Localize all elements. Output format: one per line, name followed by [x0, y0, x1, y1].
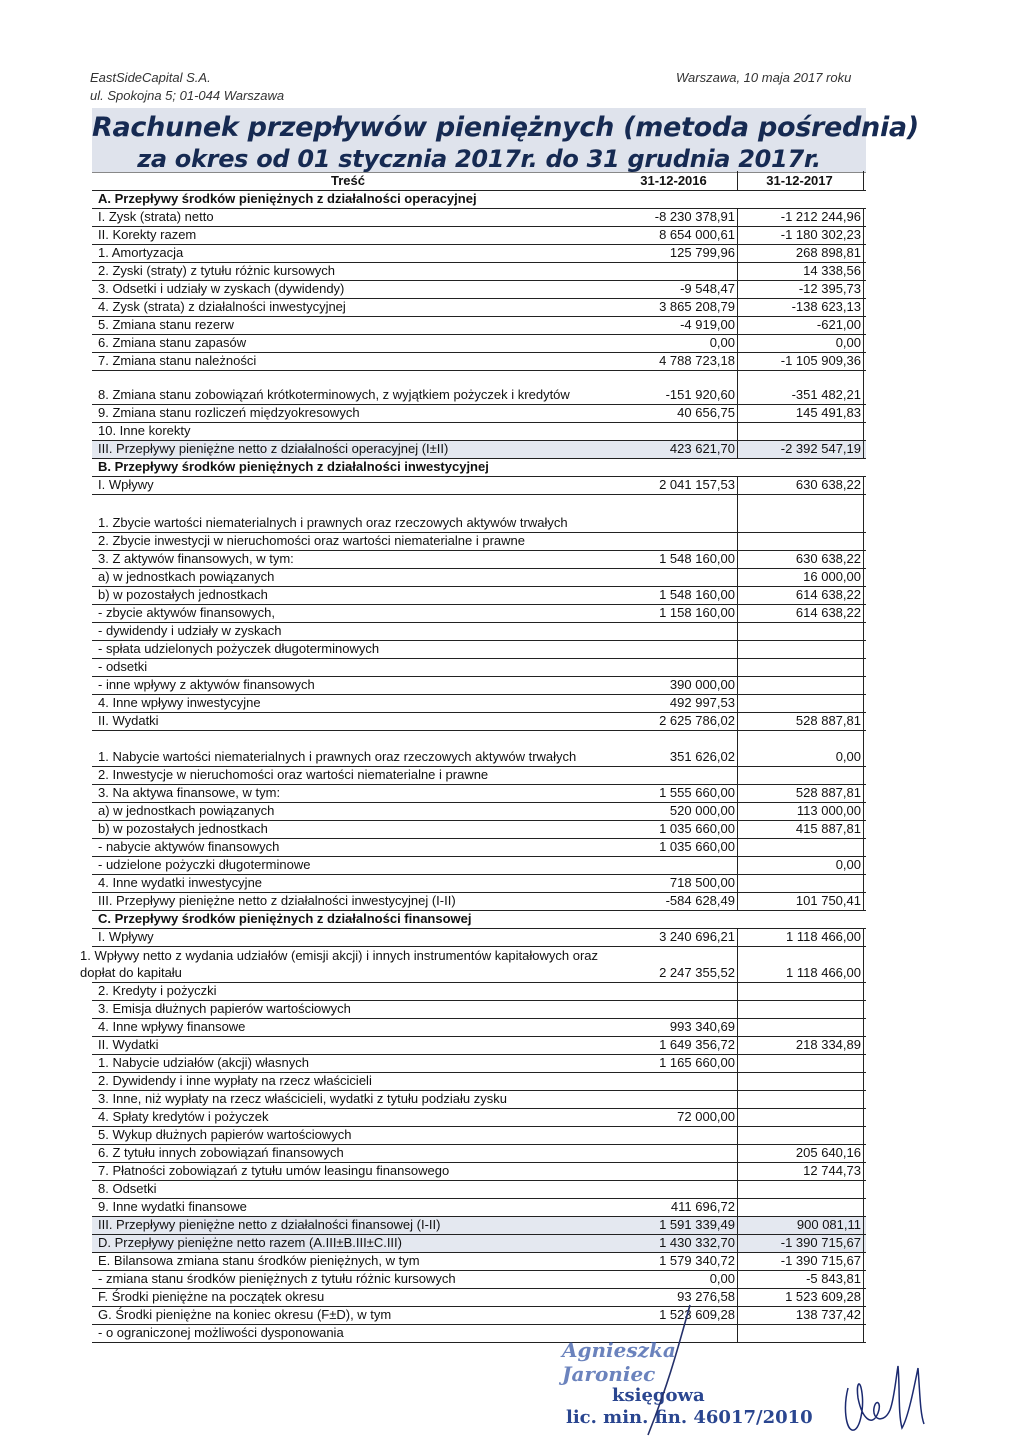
row-label: 9. Inne wydatki finansowe — [98, 1199, 247, 1214]
value-2016 — [612, 263, 738, 280]
row-label: 6. Zmiana stanu zapasów — [98, 335, 247, 350]
table-row — [92, 893, 866, 911]
value-2017 — [738, 459, 864, 476]
value-2016 — [612, 1163, 738, 1180]
value-2017 — [738, 191, 864, 208]
value-2016 — [612, 659, 738, 676]
row-label: - odsetki — [98, 659, 148, 674]
document-title: Rachunek przepływów pieniężnych (metoda pośrednia) — [92, 112, 919, 143]
value-2017: -1 105 909,36 — [738, 353, 864, 370]
value-2017: 630 638,22 — [738, 551, 864, 568]
table-row — [92, 459, 866, 477]
row-label: III. Przepływy pieniężne netto z działalności operacyjnej (I±II) — [98, 441, 449, 456]
table-row — [92, 695, 866, 713]
company-address: ul. Spokojna 5; 01-044 Warszawa — [90, 88, 285, 103]
value-2017: -1 180 302,23 — [738, 227, 864, 244]
row-label: 6. Z tytułu innych zobowiązań finansowych — [98, 1145, 344, 1160]
value-2016 — [612, 623, 738, 640]
value-2017: 528 887,81 — [738, 785, 864, 802]
value-2017: 205 640,16 — [738, 1145, 864, 1162]
row-label: 2. Zyski (straty) z tytułu różnic kursowych — [98, 263, 335, 278]
row-label: A. Przepływy środków pieniężnych z działalności operacyjnej — [98, 191, 477, 206]
value-2016 — [612, 767, 738, 784]
table-row — [92, 839, 866, 857]
value-2017: 630 638,22 — [738, 477, 864, 494]
value-2017 — [738, 767, 864, 784]
table-row — [92, 1271, 866, 1289]
table-row — [92, 1127, 866, 1145]
value-2016: 411 696,72 — [612, 1199, 738, 1216]
row-label: D. Przepływy pieniężne netto razem (A.III±B.III±C.III) — [98, 1235, 402, 1250]
value-2016: 3 240 696,21 — [612, 929, 738, 946]
value-2017: 0,00 — [738, 335, 864, 352]
stamp-name: Agnieszka Jaroniec — [562, 1338, 676, 1386]
row-label: 1. Nabycie udziałów (akcji) własnych — [98, 1055, 309, 1070]
table-row — [92, 1145, 866, 1163]
table-row — [92, 1019, 866, 1037]
value-2017: -1 212 244,96 — [738, 209, 864, 226]
row-label: 4. Inne wpływy finansowe — [98, 1019, 246, 1034]
table-row — [92, 281, 866, 299]
row-label: - spłata udzielonych pożyczek długoterminowych — [98, 641, 380, 656]
value-2016: -151 920,60 — [612, 371, 738, 404]
value-2016: 423 621,70 — [612, 441, 738, 458]
value-2016 — [612, 533, 738, 550]
place-date: Warszawa, 10 maja 2017 roku — [676, 70, 852, 85]
row-label: 4. Inne wpływy inwestycyjne — [98, 695, 261, 710]
value-2017: 1 118 466,00 — [738, 947, 864, 982]
value-2016: 1 035 660,00 — [612, 839, 738, 856]
row-label: 3. Odsetki i udziały w zyskach (dywidendy) — [98, 281, 345, 296]
row-label: 7. Zmiana stanu należności — [98, 353, 257, 368]
row-label: 2. Zbycie inwestycji w nieruchomości oraz wartości niematerialne i prawne — [98, 533, 526, 548]
table-row — [92, 569, 866, 587]
table-row — [92, 441, 866, 459]
table-row — [92, 371, 866, 405]
value-2016 — [612, 1001, 738, 1018]
table-row — [92, 1253, 866, 1271]
row-label: 2. Kredyty i pożyczki — [98, 983, 217, 998]
value-2017 — [738, 641, 864, 658]
value-2016 — [612, 1181, 738, 1198]
table-row — [92, 1289, 866, 1307]
row-label: I. Zysk (strata) netto — [98, 209, 214, 224]
value-2017: 113 000,00 — [738, 803, 864, 820]
table-row — [92, 227, 866, 245]
value-2017: 1 118 466,00 — [738, 929, 864, 946]
value-2016 — [612, 495, 738, 532]
value-2017 — [738, 623, 864, 640]
value-2016: 1 165 660,00 — [612, 1055, 738, 1072]
table-row — [92, 1001, 866, 1019]
value-2016: 390 000,00 — [612, 677, 738, 694]
row-label: 3. Inne, niż wypłaty na rzecz właścicieli, wydatki z tytułu podziału zysku — [98, 1091, 507, 1106]
table-row — [92, 821, 866, 839]
table-row — [92, 857, 866, 875]
value-2016 — [612, 1073, 738, 1090]
value-2016: 492 997,53 — [612, 695, 738, 712]
value-2016: 1 158 160,00 — [612, 605, 738, 622]
table-row — [92, 641, 866, 659]
value-2017 — [738, 983, 864, 1000]
value-2017 — [738, 423, 864, 440]
row-label: 9. Zmiana stanu rozliczeń międzyokresowych — [98, 405, 360, 420]
value-2017: 0,00 — [738, 731, 864, 766]
row-label: - inne wpływy z aktywów finansowych — [98, 677, 315, 692]
value-2016: 0,00 — [612, 335, 738, 352]
table-row — [92, 353, 866, 371]
header-2016: 31-12-2016 — [612, 171, 738, 190]
table-row — [92, 1037, 866, 1055]
table-row — [92, 623, 866, 641]
row-label: 3. Na aktywa finansowe, w tym: — [98, 785, 281, 800]
row-label: I. Wpływy — [98, 929, 154, 944]
table-row — [92, 477, 866, 495]
stamp-license: lic. min. fin. 46017/2010 — [566, 1407, 813, 1428]
value-2016 — [612, 911, 738, 928]
row-label: - dywidendy i udziały w zyskach — [98, 623, 282, 638]
table-row — [92, 605, 866, 623]
value-2017: 900 081,11 — [738, 1217, 864, 1234]
table-row — [92, 245, 866, 263]
row-label: 3. Emisja dłużnych papierów wartościowych — [98, 1001, 351, 1016]
value-2016: 1 523 609,28 — [612, 1307, 738, 1324]
table-row — [92, 587, 866, 605]
row-label: III. Przepływy pieniężne netto z działalności finansowej (I-II) — [98, 1217, 441, 1232]
value-2017 — [738, 495, 864, 532]
value-2016: -4 919,00 — [612, 317, 738, 334]
row-label: II. Korekty razem — [98, 227, 197, 242]
value-2016 — [612, 423, 738, 440]
table-row — [92, 551, 866, 569]
value-2017 — [738, 695, 864, 712]
table-row — [92, 317, 866, 335]
value-2017: 14 338,56 — [738, 263, 864, 280]
value-2017 — [738, 1127, 864, 1144]
table-row — [92, 1307, 866, 1325]
value-2017: 0,00 — [738, 857, 864, 874]
table-row — [92, 731, 866, 767]
row-label: G. Środki pieniężne na koniec okresu (F±D), w tym — [98, 1307, 392, 1322]
value-2016: 3 865 208,79 — [612, 299, 738, 316]
value-2016: 1 430 332,70 — [612, 1235, 738, 1252]
value-2016: 2 041 157,53 — [612, 477, 738, 494]
row-label: - o ograniczonej możliwości dysponowania — [98, 1325, 344, 1340]
table-row — [92, 1091, 866, 1109]
value-2017 — [738, 875, 864, 892]
value-2016: 520 000,00 — [612, 803, 738, 820]
header-description: Treść — [331, 173, 365, 188]
value-2016 — [612, 857, 738, 874]
row-label: II. Wydatki — [98, 1037, 159, 1052]
value-2016: -584 628,49 — [612, 893, 738, 910]
value-2016: 718 500,00 — [612, 875, 738, 892]
table-row — [92, 335, 866, 353]
value-2017: 268 898,81 — [738, 245, 864, 262]
value-2017: 145 491,83 — [738, 405, 864, 422]
row-label: C. Przepływy środków pieniężnych z działalności finansowej — [98, 911, 472, 926]
row-label: - zbycie aktywów finansowych, — [98, 605, 276, 620]
row-label: 1. Wpływy netto z wydania udziałów (emisji akcji) i innych instrumentów kapitałowych oraz dopłat do kapitału — [80, 948, 599, 980]
table-header-row — [92, 171, 866, 191]
value-2017 — [738, 533, 864, 550]
value-2016: 8 654 000,61 — [612, 227, 738, 244]
value-2016: 4 788 723,18 — [612, 353, 738, 370]
value-2016: -8 230 378,91 — [612, 209, 738, 226]
value-2017: -138 623,13 — [738, 299, 864, 316]
value-2017 — [738, 1001, 864, 1018]
value-2017: 16 000,00 — [738, 569, 864, 586]
row-label: a) w jednostkach powiązanych — [98, 803, 275, 818]
row-label: 4. Inne wydatki inwestycyjne — [98, 875, 263, 890]
table-row — [92, 911, 866, 929]
value-2016: 1 579 340,72 — [612, 1253, 738, 1270]
table-row — [92, 659, 866, 677]
value-2017 — [738, 1325, 864, 1342]
table-row — [80, 947, 866, 983]
row-label: II. Wydatki — [98, 713, 159, 728]
row-label: 5. Wykup dłużnych papierów wartościowych — [98, 1127, 352, 1142]
row-label: 3. Z aktywów finansowych, w tym: — [98, 551, 294, 566]
value-2016 — [612, 641, 738, 658]
value-2017: 138 737,42 — [738, 1307, 864, 1324]
value-2016: 40 656,75 — [612, 405, 738, 422]
value-2017: -351 482,21 — [738, 371, 864, 404]
value-2016: 93 276,58 — [612, 1289, 738, 1306]
table-row — [92, 1181, 866, 1199]
value-2016: 1 649 356,72 — [612, 1037, 738, 1054]
table-row — [92, 1109, 866, 1127]
value-2016: 72 000,00 — [612, 1109, 738, 1126]
row-label: a) w jednostkach powiązanych — [98, 569, 275, 584]
table-row — [92, 983, 866, 1001]
value-2017: 12 744,73 — [738, 1163, 864, 1180]
row-label: I. Wpływy — [98, 477, 154, 492]
value-2017 — [738, 1055, 864, 1072]
value-2017: -5 843,81 — [738, 1271, 864, 1288]
value-2017: 614 638,22 — [738, 587, 864, 604]
row-label: b) w pozostałych jednostkach — [98, 821, 268, 836]
table-row — [92, 423, 866, 441]
handwritten-signature — [838, 1358, 928, 1438]
row-label: F. Środki pieniężne na początek okresu — [98, 1289, 325, 1304]
table-row — [92, 405, 866, 423]
value-2017: 614 638,22 — [738, 605, 864, 622]
table-row — [92, 495, 866, 533]
value-2017: -12 395,73 — [738, 281, 864, 298]
value-2016 — [612, 191, 738, 208]
table-row — [92, 1055, 866, 1073]
row-label: 4. Zysk (strata) z działalności inwestycyjnej — [98, 299, 346, 314]
table-row — [92, 209, 866, 227]
row-label: 2. Inwestycje w nieruchomości oraz wartości niematerialne i prawne — [98, 767, 489, 782]
table-row — [92, 533, 866, 551]
row-label: - nabycie aktywów finansowych — [98, 839, 280, 854]
value-2017 — [738, 1181, 864, 1198]
row-label: - zmiana stanu środków pieniężnych z tytułu różnic kursowych — [98, 1271, 456, 1286]
value-2017 — [738, 1091, 864, 1108]
value-2017: -2 392 547,19 — [738, 441, 864, 458]
value-2016 — [612, 1091, 738, 1108]
value-2017: 218 334,89 — [738, 1037, 864, 1054]
value-2016: 2 247 355,52 — [612, 947, 738, 982]
table-row — [92, 299, 866, 317]
row-label: 5. Zmiana stanu rezerw — [98, 317, 234, 332]
value-2017 — [738, 911, 864, 928]
row-label: 10. Inne korekty — [98, 423, 191, 438]
value-2016: 1 548 160,00 — [612, 587, 738, 604]
value-2016 — [612, 983, 738, 1000]
row-label: 8. Odsetki — [98, 1181, 157, 1196]
cash-flow-table — [80, 171, 866, 1343]
value-2016: 1 548 160,00 — [612, 551, 738, 568]
value-2016: 1 555 660,00 — [612, 785, 738, 802]
value-2017 — [738, 1109, 864, 1126]
value-2017 — [738, 1019, 864, 1036]
value-2016: -9 548,47 — [612, 281, 738, 298]
table-row — [92, 713, 866, 731]
table-row — [92, 767, 866, 785]
accountant-signature-stroke — [640, 1300, 700, 1440]
value-2017 — [738, 677, 864, 694]
value-2017 — [738, 1199, 864, 1216]
value-2016: 1 035 660,00 — [612, 821, 738, 838]
value-2017: 528 887,81 — [738, 713, 864, 730]
row-label: b) w pozostałych jednostkach — [98, 587, 268, 602]
value-2016 — [612, 1145, 738, 1162]
value-2016 — [612, 569, 738, 586]
table-row — [92, 785, 866, 803]
row-label: 1. Nabycie wartości niematerialnych i prawnych oraz rzeczowych aktywów trwałych — [98, 749, 577, 764]
document-period: za okres od 01 stycznia 2017r. do 31 grudnia 2017r. — [137, 145, 821, 173]
value-2017: -1 390 715,67 — [738, 1253, 864, 1270]
value-2016: 0,00 — [612, 1271, 738, 1288]
row-label: III. Przepływy pieniężne netto z działalności inwestycyjnej (I-II) — [98, 893, 456, 908]
value-2016: 2 625 786,02 — [612, 713, 738, 730]
stamp-role: księgowa — [612, 1385, 705, 1406]
table-row — [92, 1235, 866, 1253]
company-name: EastSideCapital S.A. — [90, 70, 211, 85]
table-row — [92, 875, 866, 893]
value-2016 — [612, 1127, 738, 1144]
table-row — [92, 803, 866, 821]
table-row — [92, 1325, 866, 1343]
row-label: 1. Amortyzacja — [98, 245, 184, 260]
row-label: B. Przepływy środków pieniężnych z działalności inwestycyjnej — [98, 459, 489, 474]
value-2017: 101 750,41 — [738, 893, 864, 910]
table-row — [92, 1199, 866, 1217]
table-row — [92, 1217, 866, 1235]
table-row — [92, 191, 866, 209]
table-row — [92, 1163, 866, 1181]
value-2016: 1 591 339,49 — [612, 1217, 738, 1234]
row-label: 2. Dywidendy i inne wypłaty na rzecz właścicieli — [98, 1073, 372, 1088]
value-2017 — [738, 659, 864, 676]
row-label: 8. Zmiana stanu zobowiązań krótkoterminowych, z wyjątkiem pożyczek i kredytów — [98, 387, 570, 402]
row-label: E. Bilansowa zmiana stanu środków pieniężnych, w tym — [98, 1253, 420, 1268]
value-2016: 993 340,69 — [612, 1019, 738, 1036]
value-2017 — [738, 1073, 864, 1090]
value-2016: 351 626,02 — [612, 731, 738, 766]
row-label: 1. Zbycie wartości niematerialnych i prawnych oraz rzeczowych aktywów trwałych — [98, 515, 568, 530]
value-2016 — [612, 459, 738, 476]
title-box — [92, 108, 919, 173]
table-row — [92, 677, 866, 695]
table-row — [92, 1073, 866, 1091]
row-label: 4. Spłaty kredytów i pożyczek — [98, 1109, 269, 1124]
row-label: - udzielone pożyczki długoterminowe — [98, 857, 311, 872]
value-2017: 1 523 609,28 — [738, 1289, 864, 1306]
value-2017: -621,00 — [738, 317, 864, 334]
table-row — [92, 263, 866, 281]
header-2017: 31-12-2017 — [738, 171, 864, 190]
value-2017: 415 887,81 — [738, 821, 864, 838]
table-row — [92, 929, 866, 947]
value-2017: -1 390 715,67 — [738, 1235, 864, 1252]
value-2016: 125 799,96 — [612, 245, 738, 262]
row-label: 7. Płatności zobowiązań z tytułu umów leasingu finansowego — [98, 1163, 450, 1178]
value-2017 — [738, 839, 864, 856]
